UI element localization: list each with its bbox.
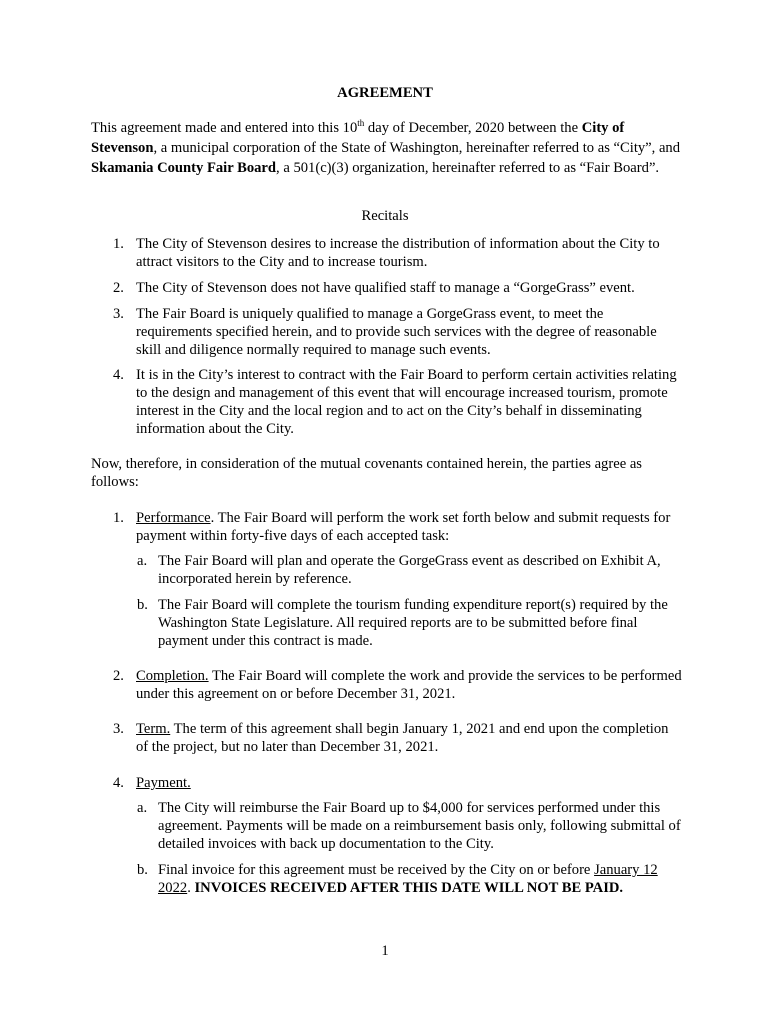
intro-text-4: , a 501(c)(3) organization, hereinafter referred to as “Fair Board”.: [276, 160, 660, 176]
intro-paragraph: [91, 118, 681, 178]
term-heading: Performance: [136, 510, 211, 526]
term-body: The Fair Board will complete the work and provide the services to be performed under this agreement on or before December 31, 2021.: [136, 668, 682, 702]
invoice-warning: INVOICES RECEIVED AFTER THIS DATE WILL NOT BE PAID.: [194, 880, 624, 896]
term-number: 1.: [113, 510, 124, 526]
term-number: 2.: [113, 668, 124, 684]
recital-text: The Fair Board is uniquely qualified to manage a GorgeGrass event, to meet the requirements specified herein, and to provide such services with the degree of reasonable skill and diligence normally required to manage such events.: [136, 306, 657, 358]
term-body: . The Fair Board will perform the work set forth below and submit requests for payment within forty-five days of each accepted task:: [136, 510, 671, 544]
sub-item-body: .: [187, 880, 195, 896]
now-therefore-paragraph: Now, therefore, in consideration of the mutual covenants contained herein, the parties agree as follows:: [91, 456, 642, 490]
sub-item-text: The City will reimburse the Fair Board up to $4,000 for services performed under this agreement. Payments will be made on a reimbursement basis only, following submittal of detailed invoices with back up documentation to the City.: [158, 800, 681, 852]
term-heading: Term.: [136, 721, 171, 737]
intro-superscript: th: [357, 118, 365, 129]
intro-text-2: day of December, 2020 between the: [364, 120, 582, 136]
sub-item: [137, 861, 685, 897]
recital-number: 1.: [113, 236, 124, 252]
term-heading: Completion.: [136, 668, 209, 684]
sub-item: [137, 596, 685, 650]
recital-number: 4.: [113, 367, 124, 383]
recital-item: [113, 279, 683, 297]
recital-item: [113, 366, 683, 438]
sub-item-text: The Fair Board will complete the tourism funding expenditure report(s) required by the Washington State Legislature. All required reports are to be submitted before final payment under this contract is made.: [158, 597, 668, 649]
recital-text: The City of Stevenson desires to increase the distribution of information about the City to attract visitors to the City and to increase tourism.: [136, 236, 660, 270]
recital-text: It is in the City’s interest to contract with the Fair Board to perform certain activities relating to the design and management of this event that will encourage increased tourism, promote interest in the City and the local region and to act on the City’s behalf in disseminating information about the City.: [136, 367, 677, 437]
recitals-heading: Recitals: [361, 208, 409, 224]
term-heading: Payment.: [136, 775, 191, 791]
sub-item-text: [158, 861, 685, 897]
term-performance: [113, 509, 683, 545]
recital-text: The City of Stevenson does not have qualified staff to manage a “GorgeGrass” event.: [136, 280, 635, 296]
party-city-name: City of Stevenson: [91, 120, 625, 156]
term-term: [113, 720, 683, 756]
sub-item-text: The Fair Board will plan and operate the GorgeGrass event as described on Exhibit A, incorporated herein by reference.: [158, 553, 661, 587]
term-payment: [113, 774, 683, 792]
term-number: 4.: [113, 775, 124, 791]
intro-text-1: This agreement made and entered into this 10: [91, 120, 358, 136]
sub-item: [137, 552, 685, 588]
party-fair-board-name: Skamania County Fair Board: [91, 160, 277, 176]
term-body: The term of this agreement shall begin January 1, 2021 and end upon the completion of the project, but no later than December 31, 2021.: [136, 721, 669, 755]
sub-item-letter: a.: [137, 553, 148, 569]
sub-item: [137, 799, 685, 853]
recital-number: 3.: [113, 306, 124, 322]
page-number: 1: [381, 943, 389, 959]
document-title: AGREEMENT: [337, 85, 433, 101]
deadline-date: January 12 2022: [158, 862, 658, 896]
recital-item: [113, 235, 683, 271]
sub-item-letter: a.: [137, 800, 148, 816]
term-text: [136, 667, 683, 703]
intro-text-3: , a municipal corporation of the State of Washington, hereinafter referred to as “City”, and: [153, 140, 681, 156]
term-text: [136, 509, 683, 545]
term-number: 3.: [113, 721, 124, 737]
term-completion: [113, 667, 683, 703]
sub-item-letter: b.: [137, 862, 148, 878]
recital-number: 2.: [113, 280, 124, 296]
term-text: [136, 720, 683, 756]
sub-item-letter: b.: [137, 597, 148, 613]
recital-item: [113, 305, 683, 359]
term-text: [136, 774, 683, 792]
sub-item-body: Final invoice for this agreement must be received by the City on or before: [158, 862, 595, 878]
